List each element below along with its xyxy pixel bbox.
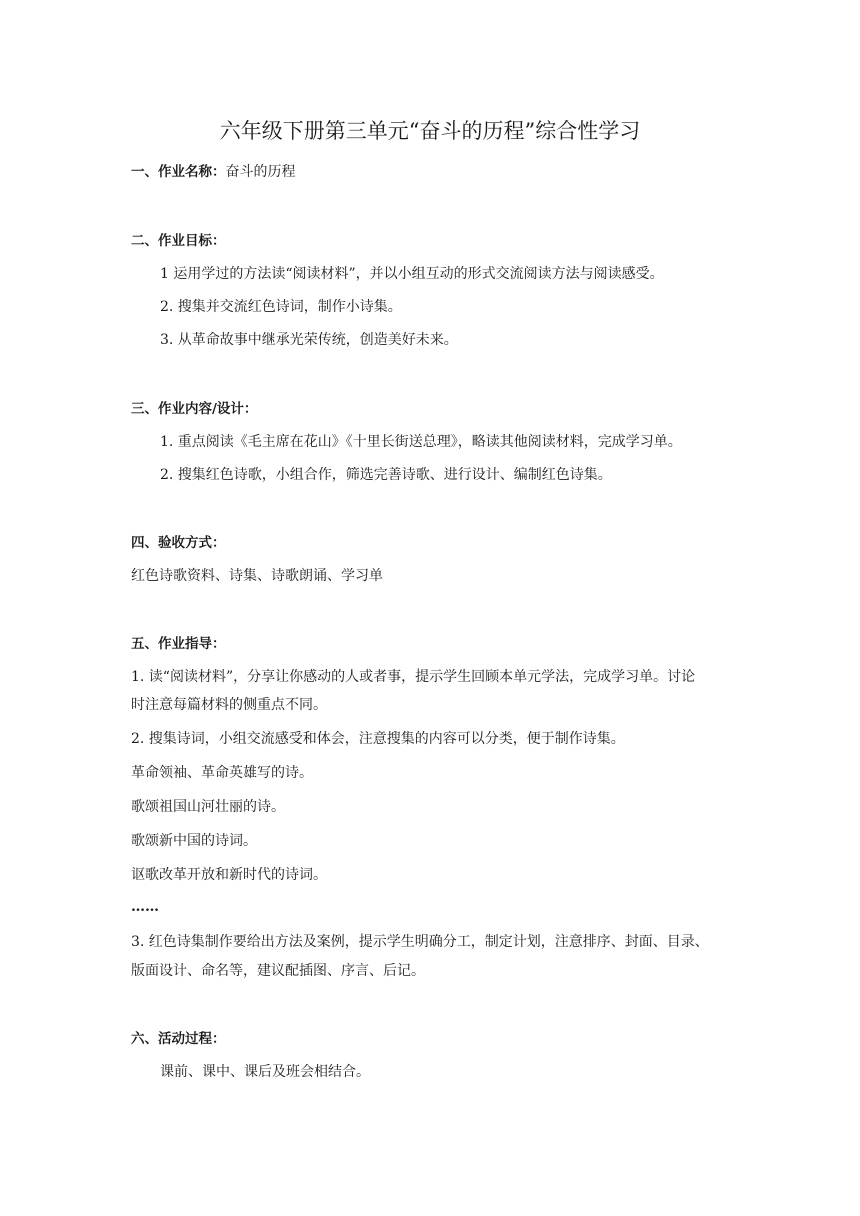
poem-category-4: 讴歌改革开放和新时代的诗词。: [131, 867, 327, 883]
guide-paragraph-1-line-2: 时注意每篇材料的侧重点不同。: [131, 697, 327, 713]
document-title: 六年级下册第三单元“奋斗的历程”综合性学习: [219, 119, 641, 143]
process-body: 课前、课中、课后及班会相结合。: [160, 1064, 370, 1080]
guide-paragraph-1-line-1: 1. 读“阅读材料”，分享让你感动的人或者事，提示学生回顾本单元学法，完成学习单。讨论: [131, 669, 696, 685]
section-1-value: 奋斗的历程: [225, 164, 296, 180]
acceptance-body: 红色诗歌资料、诗集、诗歌朗诵、学习单: [131, 568, 383, 584]
section-1-heading: 一、作业名称：: [131, 164, 226, 180]
section-4-heading: 四、验收方式：: [131, 535, 226, 551]
ellipsis: ……: [131, 899, 159, 915]
guide-paragraph-3-line-2: 版面设计、命名等，建议配插图、序言、后记。: [131, 963, 425, 979]
content-item-2: 2. 搜集红色诗歌，小组合作，筛选完善诗歌、进行设计、编制红色诗集。: [160, 467, 612, 483]
section-6-heading: 六、活动过程：: [131, 1031, 226, 1047]
content-item-1: 1. 重点阅读《毛主席在花山》《十里长街送总理》，略读其他阅读材料，完成学习单。: [160, 434, 682, 450]
guide-paragraph-3-line-1: 3. 红色诗集制作要给出方法及案例，提示学生明确分工，制定计划，注意排序、封面、目录、: [131, 934, 709, 950]
poem-category-2: 歌颂祖国山河壮丽的诗。: [131, 799, 285, 815]
section-1: [131, 162, 296, 182]
goal-item-1: 1 运用学过的方法读“阅读材料”，并以小组互动的形式交流阅读方法与阅读感受。: [160, 266, 664, 282]
guide-paragraph-2: 2. 搜集诗词，小组交流感受和体会，注意搜集的内容可以分类，便于制作诗集。: [131, 731, 625, 747]
section-5-heading: 五、作业指导：: [131, 636, 226, 652]
goal-item-3: 3. 从革命故事中继承光荣传统，创造美好未来。: [160, 332, 458, 348]
poem-category-1: 革命领袖、革命英雄写的诗。: [131, 765, 313, 781]
goal-item-2: 2. 搜集并交流红色诗词，制作小诗集。: [160, 299, 402, 315]
section-3-heading: 三、作业内容/设计：: [131, 401, 258, 417]
poem-category-3: 歌颂新中国的诗词。: [131, 833, 257, 849]
section-2-heading: 二、作业目标：: [131, 233, 226, 249]
